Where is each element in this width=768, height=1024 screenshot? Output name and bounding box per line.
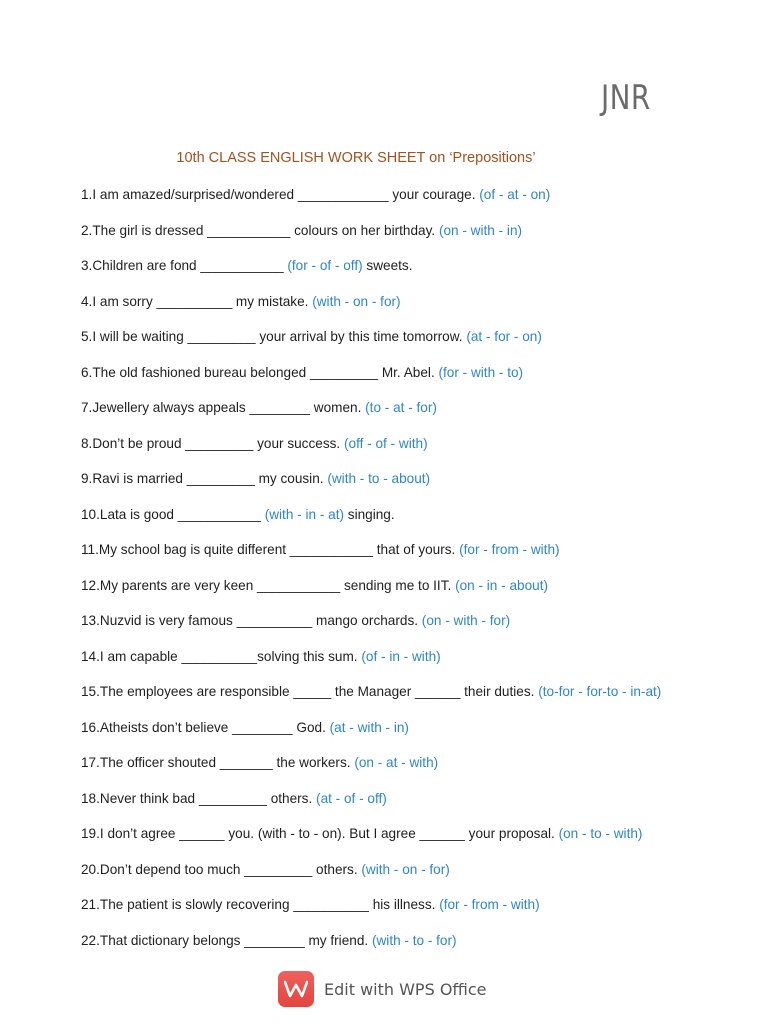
question-item (81, 719, 721, 755)
question-options: (on - in - about) (455, 577, 548, 593)
question-text: 9.Ravi is married _________ my cousin. (81, 471, 328, 486)
footer-label: Edit with WPS Office (324, 979, 487, 999)
question-item (81, 825, 721, 861)
question-options: (to - at - for) (365, 400, 437, 415)
question-options: (for - of - off) (287, 258, 363, 273)
question-options: (off - of - with) (344, 435, 428, 451)
question-item (81, 328, 721, 364)
question-item (81, 222, 721, 258)
question-text: 15.The employees are responsible _____ the Manager ______ their duties. (81, 684, 539, 699)
question-item (81, 293, 721, 329)
question-item (81, 506, 721, 542)
question-text: 16.Atheists don’t believe ________ God. (81, 719, 330, 735)
question-text: 17.The officer shouted _______ the workers. (81, 755, 355, 770)
question-text: 21.The patient is slowly recovering __________ his illness. (81, 897, 440, 912)
question-item (81, 435, 721, 471)
question-text: 10.Lata is good ___________ (81, 506, 265, 522)
question-options: (at - of - off) (316, 790, 387, 806)
question-item (81, 186, 721, 222)
question-text: 13.Nuzvid is very famous __________ mango orchards. (81, 613, 422, 628)
question-item (81, 790, 721, 826)
question-options: (of - at - on) (479, 187, 551, 202)
question-item (81, 541, 721, 577)
question-options: (for - from - with) (459, 542, 560, 557)
question-options: (of - in - with) (361, 648, 441, 664)
question-options: (at - for - on) (466, 329, 542, 344)
question-text: 22.That dictionary belongs ________ my friend. (81, 932, 372, 948)
question-options: (on - with - for) (421, 613, 511, 628)
question-options: (with - on - for) (312, 293, 401, 309)
question-item (81, 896, 721, 932)
question-options: (with - to - for) (371, 932, 457, 948)
question-options: (on - at - with) (354, 755, 439, 770)
question-text: 6.The old fashioned bureau belonged _________ Mr. Abel. (81, 364, 439, 380)
question-text: 14.I am capable __________solving this sum. (81, 648, 362, 664)
wps-logo-icon (278, 971, 314, 1007)
question-text: 11.My school bag is quite different ___________ that of yours. (81, 542, 460, 557)
question-options: (on - with - in) (438, 222, 523, 238)
question-text: 12.My parents are very keen ___________ sending me to IIT. (81, 577, 456, 593)
question-item (81, 364, 721, 400)
question-item (81, 754, 721, 790)
question-options: (for - from - with) (439, 897, 540, 912)
question-options: (to-for - for-to - in-at) (538, 684, 662, 699)
question-item (81, 612, 721, 648)
question-item (81, 399, 721, 435)
question-text: 7.Jewellery always appeals ________ women. (81, 400, 366, 415)
edit-with-wps-button[interactable] (278, 970, 487, 1008)
question-text: 1.I am amazed/surprised/wondered ____________ your courage. (81, 187, 480, 202)
question-text: 18.Never think bad _________ others. (81, 790, 317, 806)
question-options: (with - on - for) (361, 861, 450, 877)
question-options: (on - to - with) (558, 826, 643, 841)
question-text: 4.I am sorry __________ my mistake. (81, 293, 313, 309)
question-text: 19.I don’t agree ______ you. (with - to - on). But I agree ______ your proposal. (81, 826, 559, 841)
question-text: 20.Don’t depend too much _________ others. (81, 861, 362, 877)
question-item (81, 577, 721, 613)
question-text: 5.I will be waiting _________ your arrival by this time tomorrow. (81, 329, 467, 344)
question-options: (for - with - to) (438, 364, 524, 380)
questions-list (81, 186, 721, 967)
question-item (81, 683, 721, 719)
question-text: 2.The girl is dressed ___________ colours on her birthday. (81, 222, 439, 238)
question-options: (with - to - about) (327, 471, 431, 486)
question-options: (with - in - at) (264, 506, 344, 522)
worksheet-title: 10th CLASS ENGLISH WORK SHEET on ‘Prepositions’ (176, 150, 536, 166)
question-options: (at - with - in) (329, 719, 409, 735)
brand-text: JNR (601, 78, 651, 118)
question-item (81, 470, 721, 506)
question-item (81, 648, 721, 684)
question-text: 8.Don’t be proud _________ your success. (81, 435, 344, 451)
question-text-after: sweets. (362, 258, 413, 273)
question-item (81, 257, 721, 293)
question-text: 3.Children are fond ___________ (81, 258, 288, 273)
question-text-after: singing. (344, 506, 395, 522)
question-item (81, 861, 721, 897)
question-item (81, 932, 721, 968)
